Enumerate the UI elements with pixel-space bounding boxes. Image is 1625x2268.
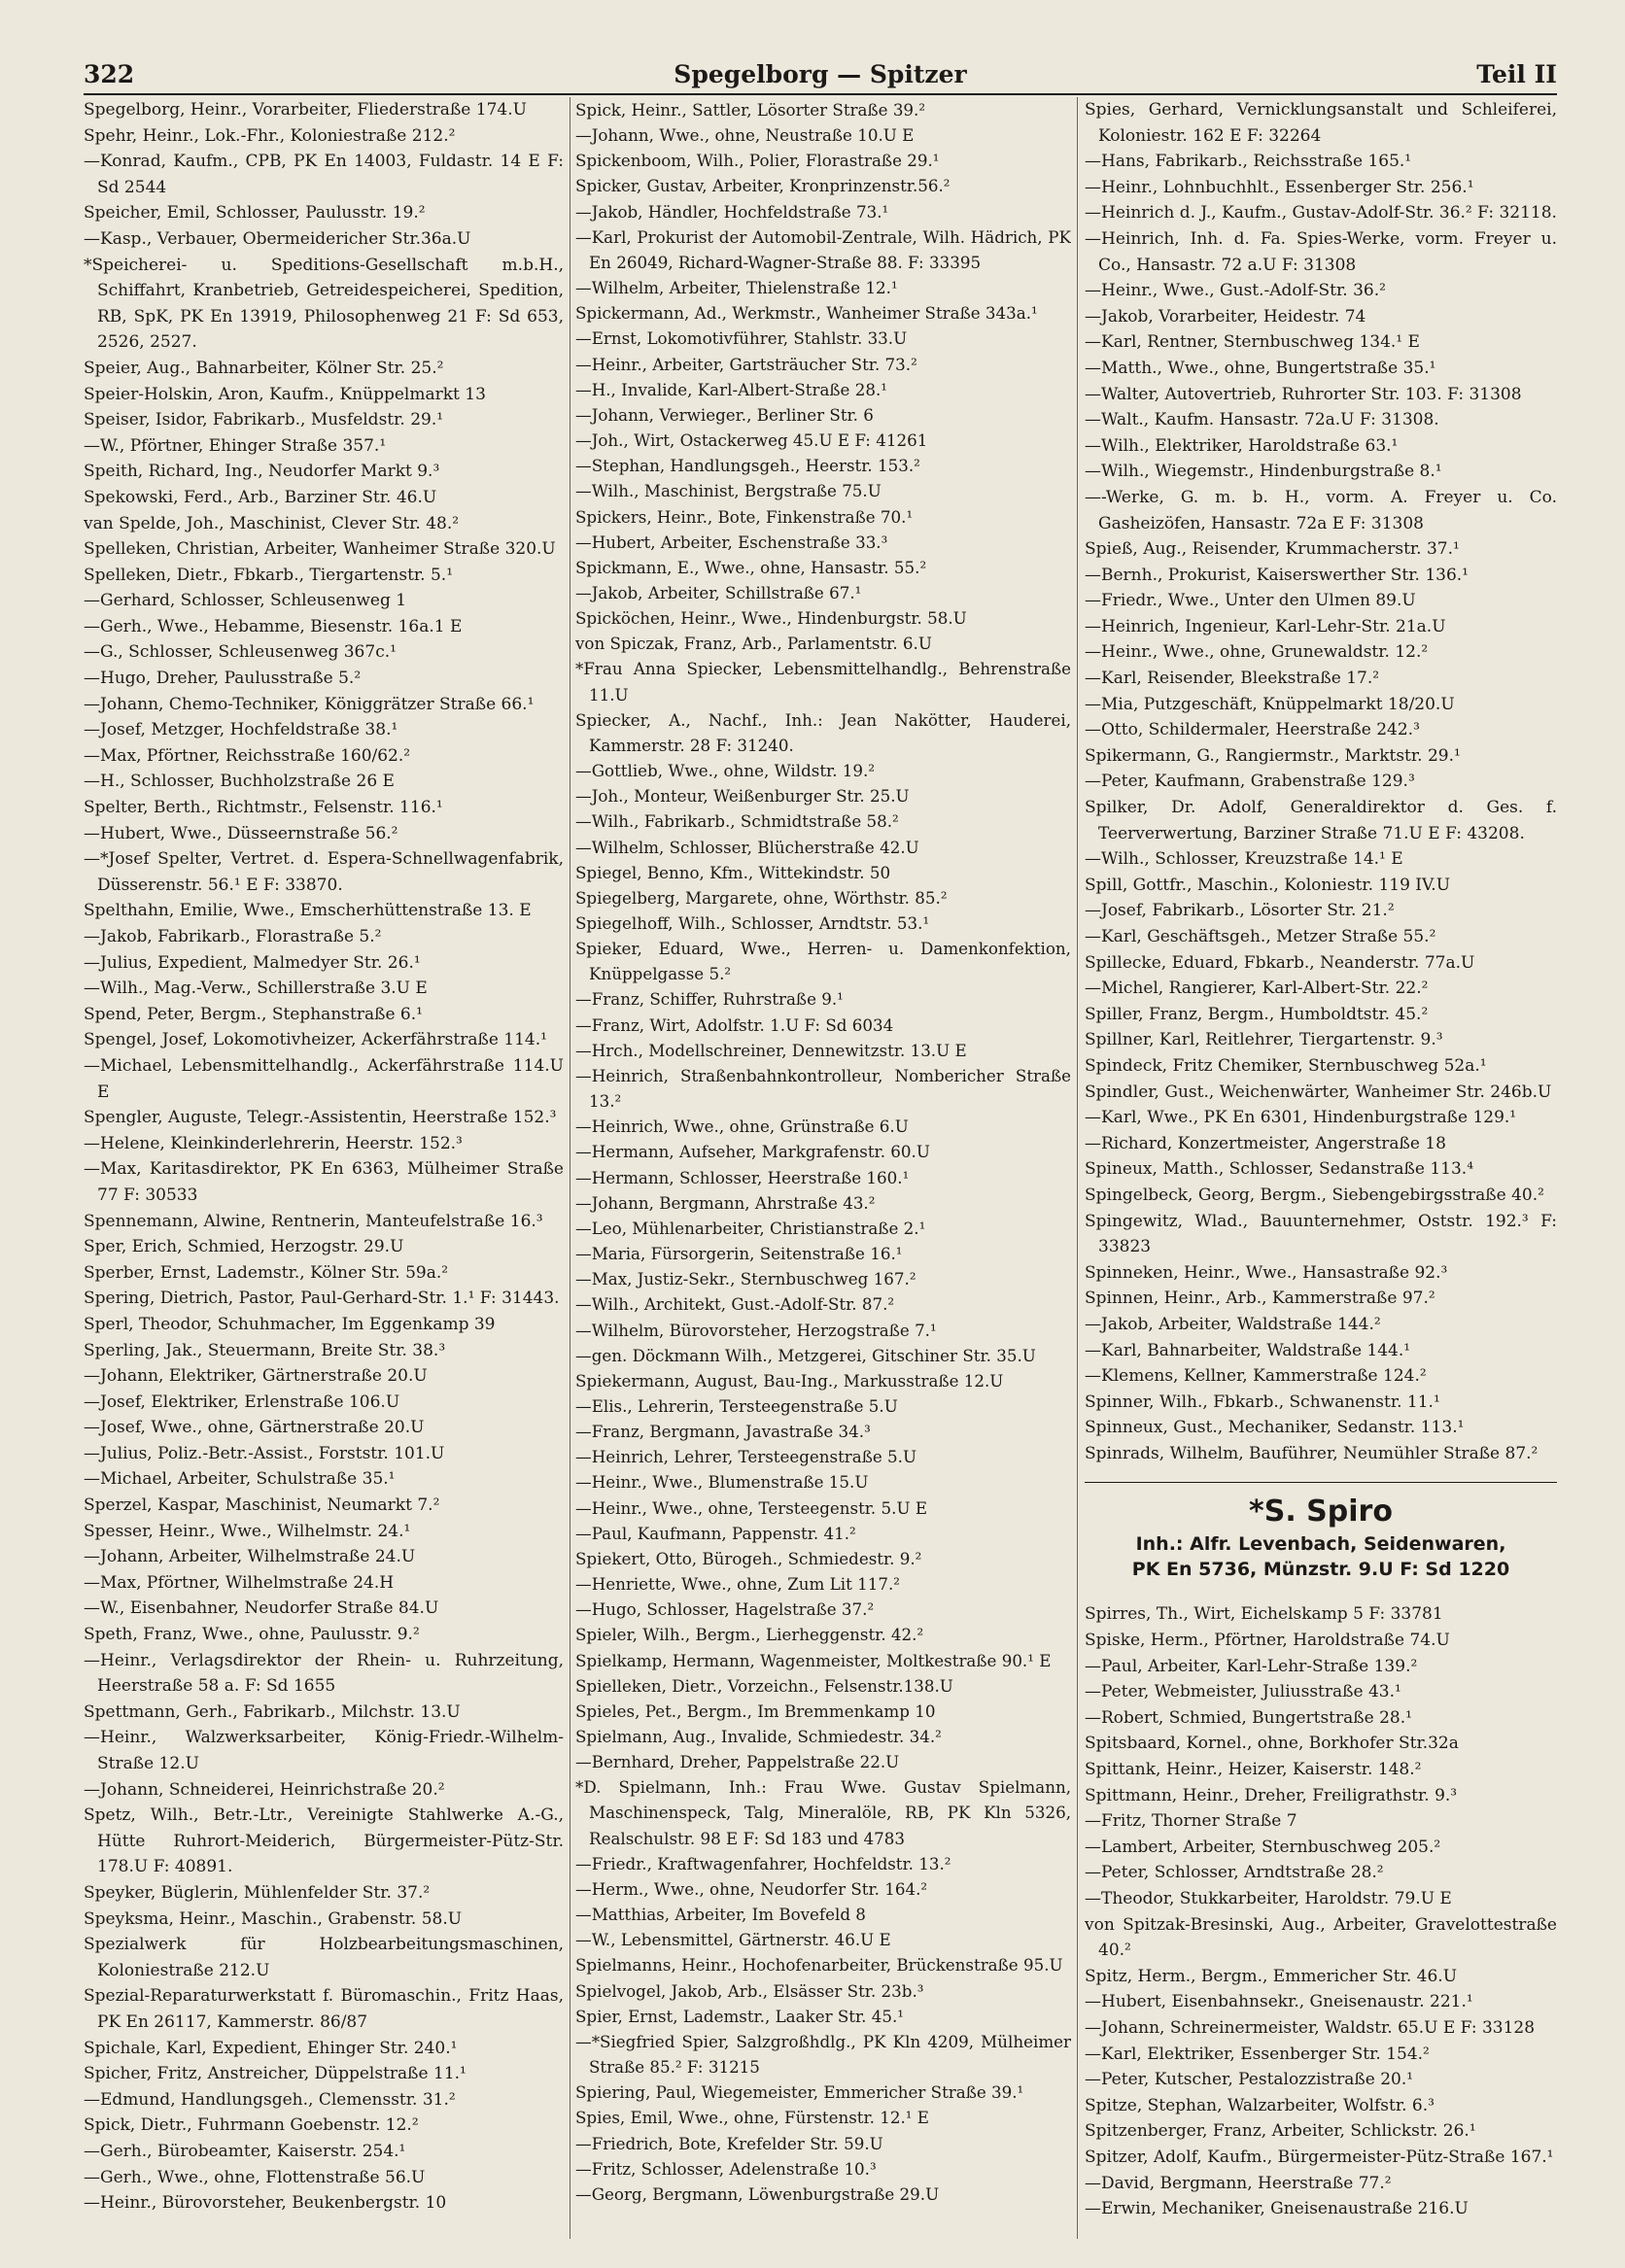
directory-entry: Spengler, Auguste, Telegr.-Assistentin, Heerstraße 152.³ <box>84 1108 557 1128</box>
directory-entry: —Lambert, Arbeiter, Sternbuschweg 205.² <box>1085 1837 1441 1857</box>
directory-entry: Sperling, Jak., Steuermann, Breite Str. 38.³ <box>84 1340 446 1360</box>
directory-entry: Spindler, Gust., Weichenwärter, Wanheimer Str. 246b.U <box>1085 1082 1552 1102</box>
column-divider <box>1077 97 1078 2239</box>
directory-entry: Spehr, Heinr., Lok.-Fhr., Koloniestraße 212.² <box>84 125 456 146</box>
directory-entry: —Gerhard, Schlosser, Schleusenweg 1 <box>84 591 407 611</box>
directory-entry: —Josef, Metzger, Hochfeldstraße 38.¹ <box>84 720 398 740</box>
directory-entry: —Gerh., Bürobeamter, Kaiserstr. 254.¹ <box>84 2141 406 2161</box>
directory-entry: Spinneken, Heinr., Wwe., Hansastraße 92.³ <box>1085 1262 1448 1283</box>
directory-entry: Spengel, Josef, Lokomotivheizer, Ackerfährstraße 114.¹ <box>84 1030 547 1050</box>
directory-entry: —Josef, Wwe., ohne, Gärtnerstraße 20.U <box>84 1418 425 1438</box>
directory-entry: von Spitzak-Bresinski, Aug., Arbeiter, Gravelottestraße 40.² <box>1085 1914 1557 1961</box>
directory-entry: —Otto, Schildermaler, Heerstraße 242.³ <box>1085 720 1420 740</box>
directory-entry: Spieles, Pet., Bergm., Im Bremmenkamp 10 <box>575 1701 936 1721</box>
directory-entry: —Karl, Elektriker, Essenberger Str. 154.² <box>1085 2044 1430 2064</box>
directory-entry: Spickermann, Ad., Werkmstr., Wanheimer Straße 343a.¹ <box>575 303 1038 324</box>
directory-entry: —Walter, Autovertrieb, Ruhrorter Str. 103. F: 31308 <box>1085 384 1522 404</box>
directory-entry: —-Werke, G. m. b. H., vorm. A. Freyer u. Co. Gasheizöfen, Hansastr. 72a E F: 31308 <box>1085 487 1557 533</box>
directory-entry: Spickenboom, Wilh., Polier, Florastraße 29.¹ <box>575 151 940 171</box>
directory-entry: —Henriette, Wwe., ohne, Zum Lit 117.² <box>575 1574 900 1595</box>
directory-entry: —Bernhard, Dreher, Pappelstraße 22.U <box>575 1752 900 1772</box>
directory-entry: Sperzel, Kaspar, Maschinist, Neumarkt 7.² <box>84 1495 440 1516</box>
directory-entry: —Johann, Schneiderei, Heinrichstraße 20.² <box>84 1779 445 1800</box>
directory-entry: Spielmann, Aug., Invalide, Schmiedestr. 34.² <box>575 1727 942 1746</box>
directory-entry: —Heinr., Wwe., Blumenstraße 15.U <box>575 1472 869 1493</box>
directory-entry: Spitze, Stephan, Walzarbeiter, Wolfstr. 6.³ <box>1085 2095 1435 2115</box>
directory-entry: Spielvogel, Jakob, Arb., Elsässer Str. 23b.³ <box>575 1980 924 2001</box>
directory-entry: —Georg, Bergmann, Löwenburgstraße 29.U <box>575 2183 940 2204</box>
ad-line: Inh.: Alfr. Levenbach, Seidenwaren, <box>1135 1533 1506 1556</box>
directory-entry: Spichale, Karl, Expedient, Ehinger Str. 240.¹ <box>84 2038 458 2058</box>
directory-entry: Spindeck, Fritz Chemiker, Sternbuschweg 52a.¹ <box>1085 1055 1487 1076</box>
directory-entry: —Michael, Arbeiter, Schulstraße 35.¹ <box>84 1469 396 1490</box>
directory-entry: —Erwin, Mechaniker, Gneisenaustraße 216.U <box>1085 2199 1469 2219</box>
directory-entry: —Karl, Wwe., PK En 6301, Hindenburgstraße 129.¹ <box>1085 1108 1517 1128</box>
directory-entry: Spend, Peter, Bergm., Stephanstraße 6.¹ <box>84 1004 423 1024</box>
directory-entry: Spineux, Matth., Schlosser, Sedanstraße 113.⁴ <box>1085 1159 1474 1180</box>
directory-entry: Spitzenberger, Franz, Arbeiter, Schlickstr. 26.¹ <box>1085 2121 1476 2142</box>
ad-title: *S. Spiro <box>1249 1495 1393 1529</box>
directory-entry: Spelthahn, Emilie, Wwe., Emscherhüttenstraße 13. E <box>84 901 532 921</box>
directory-entry: Spinnen, Heinr., Arb., Kammerstraße 97.² <box>1085 1289 1435 1309</box>
directory-entry: —Heinr., Lohnbuchhlt., Essenberger Str. 256.¹ <box>1085 177 1474 197</box>
directory-entry: Spiller, Franz, Bergm., Humboldtstr. 45.² <box>1085 1004 1429 1024</box>
directory-entry: —Heinr., Arbeiter, Gartsträucher Str. 73.² <box>575 354 917 374</box>
directory-entry: —Johann, Wwe., ohne, Neustraße 10.U E <box>575 125 915 146</box>
directory-entry: Spennemann, Alwine, Rentnerin, Manteufelstraße 16.³ <box>84 1211 543 1231</box>
directory-entry: Spinner, Wilh., Fbkarb., Schwanenstr. 11.¹ <box>1085 1392 1440 1412</box>
directory-entry: Spieker, Eduard, Wwe., Herren- u. Damenkonfektion, Knüppelgasse 5.² <box>575 939 1071 984</box>
directory-entry: —H., Schlosser, Buchholzstraße 26 E <box>84 772 395 792</box>
directory-entry: —G., Schlosser, Schleusenweg 367c.¹ <box>84 642 397 663</box>
directory-entry: —Friedr., Kraftwagenfahrer, Hochfeldstr. 13.² <box>575 1853 951 1873</box>
directory-entry: —Jakob, Arbeiter, Schillstraße 67.¹ <box>575 582 862 602</box>
directory-entry: —Fritz, Thorner Straße 7 <box>1085 1811 1297 1832</box>
directory-entry: Speier-Holskin, Aron, Kaufm., Knüppelmarkt 13 <box>84 384 486 404</box>
directory-entry: Spilker, Dr. Adolf, Generaldirektor d. Ges. f. Teerverwertung, Barziner Straße 71.U E F: 43208. <box>1085 798 1557 843</box>
directory-entry: —Kasp., Verbauer, Obermeidericher Str.36a.U <box>84 228 471 249</box>
directory-entry: —Theodor, Stukkarbeiter, Haroldstr. 79.U E <box>1085 1889 1452 1908</box>
directory-entry: Spier, Ernst, Lademstr., Laaker Str. 45.¹ <box>575 2006 904 2026</box>
directory-entry: —Wilh., Fabrikarb., Schmidtstraße 58.² <box>575 811 899 832</box>
directory-entry: —Wilh., Wiegemstr., Hindenburgstraße 8.¹ <box>1085 462 1442 482</box>
directory-entry: Spillecke, Eduard, Fbkarb., Neanderstr. 77a.U <box>1085 952 1475 973</box>
directory-entry: —Max, Justiz-Sekr., Sternbuschweg 167.² <box>575 1269 916 1289</box>
directory-entry: —Heinrich, Lehrer, Tersteegenstraße 5.U <box>575 1447 917 1467</box>
directory-entry: —Hrch., Modellschreiner, Dennewitzstr. 13.U E <box>575 1040 967 1060</box>
directory-entry: —Wilh., Mag.-Verw., Schillerstraße 3.U E <box>84 979 428 999</box>
directory-entry: Sperber, Ernst, Lademstr., Kölner Str. 59a.² <box>84 1262 449 1283</box>
directory-entry: —Michel, Rangierer, Karl-Albert-Str. 22.² <box>1085 979 1429 999</box>
directory-entry: —David, Bergmann, Heerstraße 77.² <box>1085 2173 1392 2193</box>
directory-entry: Spetz, Wilh., Betr.-Ltr., Vereinigte Stahlwerke A.-G., Hütte Ruhrort-Meiderich, Bürgermeister-Pütz-Str. 178.U F: 40891. <box>84 1805 564 1877</box>
directory-entry: —Helene, Kleinkinderlehrerin, Heerstr. 152.³ <box>84 1133 463 1153</box>
directory-entry: Speyker, Büglerin, Mühlenfelder Str. 37.² <box>84 1882 431 1903</box>
directory-entry: —Mia, Putzgeschäft, Knüppelmarkt 18/20.U <box>1085 694 1455 714</box>
page-number: 322 <box>84 60 135 88</box>
directory-entry: —Jakob, Vorarbeiter, Heidestr. 74 <box>1085 306 1366 326</box>
directory-entry: Spill, Gottfr., Maschin., Koloniestr. 119 IV.U <box>1085 875 1451 895</box>
directory-entry: Spegelborg, Heinr., Vorarbeiter, Fliederstraße 174.U <box>84 100 527 120</box>
directory-entry: —Hermann, Schlosser, Heerstraße 160.¹ <box>575 1167 910 1187</box>
directory-entry: —Heinrich d. J., Kaufm., Gustav-Adolf-Str. 36.² F: 32118. <box>1085 203 1557 223</box>
directory-entry: Spinneux, Gust., Mechaniker, Sedanstr. 113.¹ <box>1085 1418 1465 1438</box>
directory-entry: Spelleken, Dietr., Fbkarb., Tiergartenstr. 5.¹ <box>84 565 454 585</box>
directory-entry: Spikermann, G., Rangiermstr., Marktstr. 29.¹ <box>1085 745 1461 766</box>
directory-entry: —Karl, Rentner, Sternbuschweg 134.¹ E <box>1085 332 1420 353</box>
directory-entry: —Fritz, Schlosser, Adelenstraße 10.³ <box>575 2158 877 2179</box>
directory-entry: —Max, Pförtner, Wilhelmstraße 24.H <box>84 1572 395 1593</box>
directory-entry: —gen. Döckmann Wilh., Metzgerei, Gitschiner Str. 35.U <box>575 1345 1036 1365</box>
directory-entry: —Wilhelm, Schlosser, Blücherstraße 42.U <box>575 837 919 857</box>
directory-entry: *D. Spielmann, Inh.: Frau Wwe. Gustav Spielmann, Maschinenspeck, Talg, Mineralöle, RB, PK Kln 5326, Realschulstr. 98 E F: Sd 183 und 4783 <box>575 1777 1071 1848</box>
directory-entry: —Joh., Monteur, Weißenburger Str. 25.U <box>575 786 910 807</box>
directory-entry: Spiering, Paul, Wiegemeister, Emmericher Straße 39.¹ <box>575 2082 1024 2103</box>
directory-entry: Spielleken, Dietr., Vorzeichn., Felsenstr.138.U <box>575 1675 953 1696</box>
advertisement-spiro <box>1085 1482 1557 1582</box>
directory-entry: —Joh., Wirt, Ostackerweg 45.U E F: 41261 <box>575 430 928 451</box>
directory-entry: Spelleken, Christian, Arbeiter, Wanheimer Straße 320.U <box>84 539 556 560</box>
header-rule <box>84 93 1557 95</box>
directory-entry: Speicher, Emil, Schlosser, Paulusstr. 19.² <box>84 203 426 223</box>
directory-entry: —Robert, Schmied, Bungertstraße 28.¹ <box>1085 1707 1412 1728</box>
directory-entry: —Jakob, Händler, Hochfeldstraße 73.¹ <box>575 201 889 222</box>
directory-entry: Spieler, Wilh., Bergm., Lierheggenstr. 42.² <box>575 1625 924 1645</box>
directory-entry: Speith, Richard, Ing., Neudorfer Markt 9.³ <box>84 462 440 482</box>
directory-entry: Spinrads, Wilhelm, Bauführer, Neumühler Straße 87.² <box>1085 1443 1539 1463</box>
directory-entry: Spieß, Aug., Reisender, Krummacherstr. 37.¹ <box>1085 539 1460 560</box>
directory-entry: —Edmund, Handlungsgeh., Clemensstr. 31.² <box>84 2089 456 2110</box>
directory-entry: —Julius, Poliz.-Betr.-Assist., Forststr. 101.U <box>84 1443 445 1463</box>
directory-entry: van Spelde, Joh., Maschinist, Clever Str. 48.² <box>84 513 460 533</box>
directory-entry: Spickers, Heinr., Bote, Finkenstraße 70.¹ <box>575 506 914 527</box>
directory-entry: —Peter, Kutscher, Pestalozzistraße 20.¹ <box>1085 2070 1414 2090</box>
directory-entry: Spesser, Heinr., Wwe., Wilhelmstr. 24.¹ <box>84 1521 411 1541</box>
directory-entry: —Johann, Bergmann, Ahrstraße 43.² <box>575 1192 876 1213</box>
directory-entry: Spickmann, E., Wwe., ohne, Hansastr. 55.² <box>575 557 927 577</box>
directory-entry: —Wilhelm, Arbeiter, Thielenstraße 12.¹ <box>575 278 898 298</box>
directory-entry: —Hugo, Schlosser, Hagelstraße 37.² <box>575 1599 875 1620</box>
directory-entry: Spielmanns, Heinr., Hochofenarbeiter, Brückenstraße 95.U <box>575 1955 1063 1976</box>
directory-entry: —Heinr., Wwe., Gust.-Adolf-Str. 36.² <box>1085 281 1386 301</box>
directory-entry: —Heinr., Wwe., ohne, Grunewaldstr. 12.² <box>1085 642 1429 663</box>
directory-entry: —Karl, Reisender, Bleekstraße 17.² <box>1085 669 1380 689</box>
directory-entry: —Heinrich, Inh. d. Fa. Spies-Werke, vorm. Freyer u. Co., Hansastr. 72 a.U F: 31308 <box>1085 228 1557 275</box>
directory-entry: —Paul, Arbeiter, Karl-Lehr-Straße 139.² <box>1085 1656 1418 1676</box>
directory-entry: Spiekermann, August, Bau-Ing., Markusstraße 12.U <box>575 1370 1004 1391</box>
directory-entry: —Peter, Schlosser, Arndtstraße 28.² <box>1085 1863 1384 1883</box>
directory-entry: —Gerh., Wwe., ohne, Flottenstraße 56.U <box>84 2167 426 2187</box>
directory-entry: Sper, Erich, Schmied, Herzogstr. 29.U <box>84 1237 404 1257</box>
directory-entry: —Heinr., Bürovorsteher, Beukenbergstr. 10 <box>84 2193 447 2214</box>
directory-entry: —Wilh., Maschinist, Bergstraße 75.U <box>575 481 882 501</box>
directory-entry: Speier, Aug., Bahnarbeiter, Kölner Str. 25.² <box>84 358 444 378</box>
directory-entry: —Julius, Expedient, Malmedyer Str. 26.¹ <box>84 952 421 973</box>
directory-entry: —Michael, Lebensmittelhandlg., Ackerfährstraße 114.U E <box>84 1055 564 1102</box>
directory-entry: *Speicherei- u. Speditions-Gesellschaft m.b.H., Schiffahrt, Kranbetrieb, Getreidespeicherei, Spedition, RB, SpK, PK En 13919, Philosophenweg 21 F: Sd 653, 2526, 2527. <box>84 255 564 353</box>
directory-entry: Spicher, Fritz, Anstreicher, Düppelstraße 11.¹ <box>84 2064 467 2084</box>
directory-entry: —Heinr., Verlagsdirektor der Rhein- u. Ruhrzeitung, Heerstraße 58 a. F: Sd 1655 <box>84 1650 564 1697</box>
directory-entry: —Franz, Wirt, Adolfstr. 1.U F: Sd 6034 <box>575 1014 894 1035</box>
directory-entry: —Stephan, Handlungsgeh., Heerstr. 153.² <box>575 456 920 476</box>
directory-entry: Speiser, Isidor, Fabrikarb., Musfeldstr. 29.¹ <box>84 410 444 430</box>
directory-entry: —Ernst, Lokomotivführer, Stahlstr. 33.U <box>575 328 908 349</box>
directory-entry: —Heinrich, Wwe., ohne, Grünstraße 6.U <box>575 1117 909 1137</box>
directory-entry: Spick, Dietr., Fuhrmann Goebenstr. 12.² <box>84 2115 419 2136</box>
directory-entry: —Matthias, Arbeiter, Im Bovefeld 8 <box>575 1905 866 1925</box>
part-label: Teil II <box>1476 60 1557 88</box>
directory-entry: —Hermann, Aufseher, Markgrafenstr. 60.U <box>575 1142 930 1162</box>
directory-entry: —Hugo, Dreher, Paulusstraße 5.² <box>84 669 362 689</box>
directory-entry: Spiecker, A., Nachf., Inh.: Jean Nakötter, Hauderei, Kammerstr. 28 F: 31240. <box>575 709 1071 755</box>
directory-entry: Spiegelberg, Margarete, ohne, Wörthstr. 85.² <box>575 887 948 908</box>
directory-entry: —Wilh., Architekt, Gust.-Adolf-Str. 87.² <box>575 1294 895 1315</box>
directory-entry: —Heinrich, Straßenbahnkontrolleur, Nombericher Straße 13.² <box>575 1065 1071 1112</box>
directory-entry: Spiekert, Otto, Bürogeh., Schmiedestr. 9.² <box>575 1548 922 1568</box>
directory-entry: *Frau Anna Spiecker, Lebensmittelhandlg., Behrenstraße 11.U <box>575 659 1071 704</box>
directory-entry: —Konrad, Kaufm., CPB, PK En 14003, Fuldastr. 14 E F: Sd 2544 <box>84 152 564 197</box>
directory-entry: —Bernh., Prokurist, Kaiserswerther Str. 136.¹ <box>1085 565 1469 585</box>
directory-entry: Spielkamp, Hermann, Wagenmeister, Moltkestraße 90.¹ E <box>575 1650 1052 1670</box>
directory-entry: Spick, Heinr., Sattler, Lösorter Straße 39.² <box>575 100 926 120</box>
directory-entry: —Richard, Konzertmeister, Angerstraße 18 <box>1085 1133 1446 1153</box>
directory-entry: —Hans, Fabrikarb., Reichsstraße 165.¹ <box>1085 152 1412 172</box>
directory-entry: —Hubert, Arbeiter, Eschenstraße 33.³ <box>575 532 888 552</box>
directory-entry: —Franz, Schiffer, Ruhrstraße 9.¹ <box>575 989 844 1010</box>
directory-entry: —Friedrich, Bote, Krefelder Str. 59.U <box>575 2133 883 2153</box>
directory-entry: —Johann, Arbeiter, Wilhelmstraße 24.U <box>84 1547 416 1567</box>
directory-entry: —Elis., Lehrerin, Tersteegenstraße 5.U <box>575 1395 898 1416</box>
directory-entry: —*Siegfried Spier, Salzgroßhdlg., PK Kln 4209, Mülheimer Straße 85.² F: 31215 <box>575 2031 1071 2078</box>
column-2 <box>575 97 1071 2239</box>
directory-entry: —Johann, Verwieger., Berliner Str. 6 <box>575 404 874 425</box>
directory-entry: Spering, Dietrich, Pastor, Paul-Gerhard-Str. 1.¹ F: 31443. <box>84 1289 560 1309</box>
directory-entry: Spelter, Berth., Richtmstr., Felsenstr. 116.¹ <box>84 798 443 818</box>
directory-entry: —Karl, Bahnarbeiter, Waldstraße 144.¹ <box>1085 1340 1411 1360</box>
directory-entry: —W., Lebensmittel, Gärtnerstr. 46.U E <box>575 1930 891 1950</box>
directory-entry: —Johann, Schreinermeister, Waldstr. 65.U E F: 33128 <box>1085 2017 1536 2038</box>
directory-entry: —Karl, Geschäftsgeh., Metzer Straße 55.² <box>1085 927 1436 946</box>
directory-entry: —Josef, Elektriker, Erlenstraße 106.U <box>84 1392 400 1412</box>
directory-entry: —Johann, Elektriker, Gärtnerstraße 20.U <box>84 1366 428 1387</box>
directory-entry: Spezialwerk für Holzbearbeitungsmaschinen, Koloniestraße 212.U <box>84 1935 564 1980</box>
directory-entry: Spekowski, Ferd., Arb., Barziner Str. 46.U <box>84 487 437 507</box>
ad-line: PK En 5736, Münzstr. 9.U F: Sd 1220 <box>1131 1559 1510 1581</box>
directory-entry: Speth, Franz, Wwe., ohne, Paulusstr. 9.² <box>84 1625 420 1645</box>
directory-entry: —Hubert, Wwe., Düsseernstraße 56.² <box>84 823 398 843</box>
entry-range: Spegelborg — Spitzer <box>674 60 967 88</box>
directory-entry: —Paul, Kaufmann, Pappenstr. 41.² <box>575 1523 856 1543</box>
directory-entry: —Johann, Chemo-Techniker, Königgrätzer Straße 66.¹ <box>84 694 535 714</box>
directory-entry: —Peter, Kaufmann, Grabenstraße 129.³ <box>1085 772 1415 792</box>
directory-entry: Spies, Emil, Wwe., ohne, Fürstenstr. 12.¹ E <box>575 2108 929 2128</box>
column-3 <box>1085 97 1557 2239</box>
directory-entry: —Jakob, Arbeiter, Waldstraße 144.² <box>1085 1314 1381 1334</box>
directory-entry: —Maria, Fürsorgerin, Seitenstraße 16.¹ <box>575 1244 903 1264</box>
directory-entry: Spitz, Herm., Bergm., Emmericher Str. 46.U <box>1085 1966 1458 1986</box>
directory-entry: Spingewitz, Wlad., Bauunternehmer, Oststr. 192.³ F: 33823 <box>1085 1211 1557 1257</box>
directory-entry: —Heinr., Wwe., ohne, Tersteegenstr. 5.U E <box>575 1497 928 1518</box>
directory-entry: Spittank, Heinr., Heizer, Kaiserstr. 148.² <box>1085 1760 1422 1780</box>
directory-entry: Spitzer, Adolf, Kaufm., Bürgermeister-Pütz-Straße 167.¹ <box>1085 2147 1554 2167</box>
directory-entry: —Friedr., Wwe., Unter den Ulmen 89.U <box>1085 591 1416 611</box>
directory-entry: —Leo, Mühlenarbeiter, Christianstraße 2.¹ <box>575 1218 926 1238</box>
directory-entry: —Max, Pförtner, Reichsstraße 160/62.² <box>84 745 411 766</box>
directory-entry: Spicker, Gustav, Arbeiter, Kronprinzenstr.56.² <box>575 176 951 196</box>
directory-entry: Spillner, Karl, Reitlehrer, Tiergartenstr. 9.³ <box>1085 1030 1443 1050</box>
directory-entry: —Heinr., Walzwerksarbeiter, König-Friedr.-Wilhelm-Straße 12.U <box>84 1728 564 1773</box>
directory-entry: —Matth., Wwe., ohne, Bungertstraße 35.¹ <box>1085 358 1436 378</box>
directory-entry: Spirres, Th., Wirt, Eichelskamp 5 F: 33781 <box>1085 1604 1443 1625</box>
directory-entry: Spicköchen, Heinr., Wwe., Hindenburgstr. 58.U <box>575 608 967 629</box>
directory-entry: —Klemens, Kellner, Kammerstraße 124.² <box>1085 1366 1427 1387</box>
directory-entry: —Wilhelm, Bürovorsteher, Herzogstraße 7.¹ <box>575 1320 937 1340</box>
directory-entry: Spingelbeck, Georg, Bergm., Siebengebirgsstraße 40.² <box>1085 1185 1544 1205</box>
directory-entry: —Wilh., Schlosser, Kreuzstraße 14.¹ E <box>1085 849 1403 870</box>
directory-entry: Spettmann, Gerh., Fabrikarb., Milchstr. 13.U <box>84 1701 461 1722</box>
directory-entry: —Max, Karitasdirektor, PK En 6363, Mülheimer Straße 77 F: 30533 <box>84 1159 564 1205</box>
directory-entry: —Jakob, Fabrikarb., Florastraße 5.² <box>84 927 382 946</box>
directory-entry: —Gottlieb, Wwe., ohne, Wildstr. 19.² <box>575 761 876 781</box>
directory-entry: Spies, Gerhard, Vernicklungsanstalt und Schleiferei, Koloniestr. 162 E F: 32264 <box>1085 100 1557 146</box>
directory-entry: —Walt., Kaufm. Hansastr. 72a.U F: 31308. <box>1085 410 1439 430</box>
directory-entry: Spiske, Herm., Pförtner, Haroldstraße 74.U <box>1085 1631 1450 1651</box>
directory-entry: —Hubert, Eisenbahnsekr., Gneisenaustr. 221.¹ <box>1085 1992 1473 2012</box>
directory-entry: —Josef, Fabrikarb., Lösorter Str. 21.² <box>1085 901 1395 921</box>
directory-entry: Spittmann, Heinr., Dreher, Freiligrathstr. 9.³ <box>1085 1785 1458 1805</box>
directory-entry: —W., Eisenbahner, Neudorfer Straße 84.U <box>84 1598 439 1619</box>
directory-entry: —Franz, Bergmann, Javastraße 34.³ <box>575 1422 871 1442</box>
directory-entry: —Heinrich, Ingenieur, Karl-Lehr-Str. 21a.U <box>1085 616 1446 636</box>
directory-entry: Spezial-Reparaturwerkstatt f. Büromaschin., Fritz Haas, PK En 26117, Kammerstr. 86/87 <box>84 1986 564 2032</box>
directory-entry: —Gerh., Wwe., Hebamme, Biesenstr. 16a.1 E <box>84 616 463 636</box>
directory-entry: —Wilh., Elektriker, Haroldstraße 63.¹ <box>1085 435 1399 456</box>
directory-entry: Spitsbaard, Kornel., ohne, Borkhofer Str.32a <box>1085 1734 1459 1754</box>
directory-entry: —H., Invalide, Karl-Albert-Straße 28.¹ <box>575 379 887 399</box>
directory-entry: —Karl, Prokurist der Automobil-Zentrale, Wilh. Hädrich, PK En 26049, Richard-Wagner-Straße 88. F: 33395 <box>575 226 1071 272</box>
directory-entry: von Spiczak, Franz, Arb., Parlamentstr. 6.U <box>575 634 932 654</box>
directory-entry: Spiegel, Benno, Kfm., Wittekindstr. 50 <box>575 862 891 882</box>
directory-entry: Spiegelhoff, Wilh., Schlosser, Arndtstr. 53.¹ <box>575 913 930 933</box>
column-1 <box>84 97 564 2239</box>
directory-entry: —W., Pförtner, Ehinger Straße 357.¹ <box>84 435 387 456</box>
directory-entry: —Peter, Webmeister, Juliusstraße 43.¹ <box>1085 1682 1401 1702</box>
directory-entry: —*Josef Spelter, Vertret. d. Espera-Schnellwagenfabrik, Düsserenstr. 56.¹ E F: 33870. <box>84 849 564 895</box>
directory-entry: —Herm., Wwe., ohne, Neudorfer Str. 164.² <box>575 1878 928 1899</box>
directory-entry: Sperl, Theodor, Schuhmacher, Im Eggenkamp 39 <box>84 1314 496 1334</box>
directory-entry: Speyksma, Heinr., Maschin., Grabenstr. 58.U <box>84 1908 463 1929</box>
